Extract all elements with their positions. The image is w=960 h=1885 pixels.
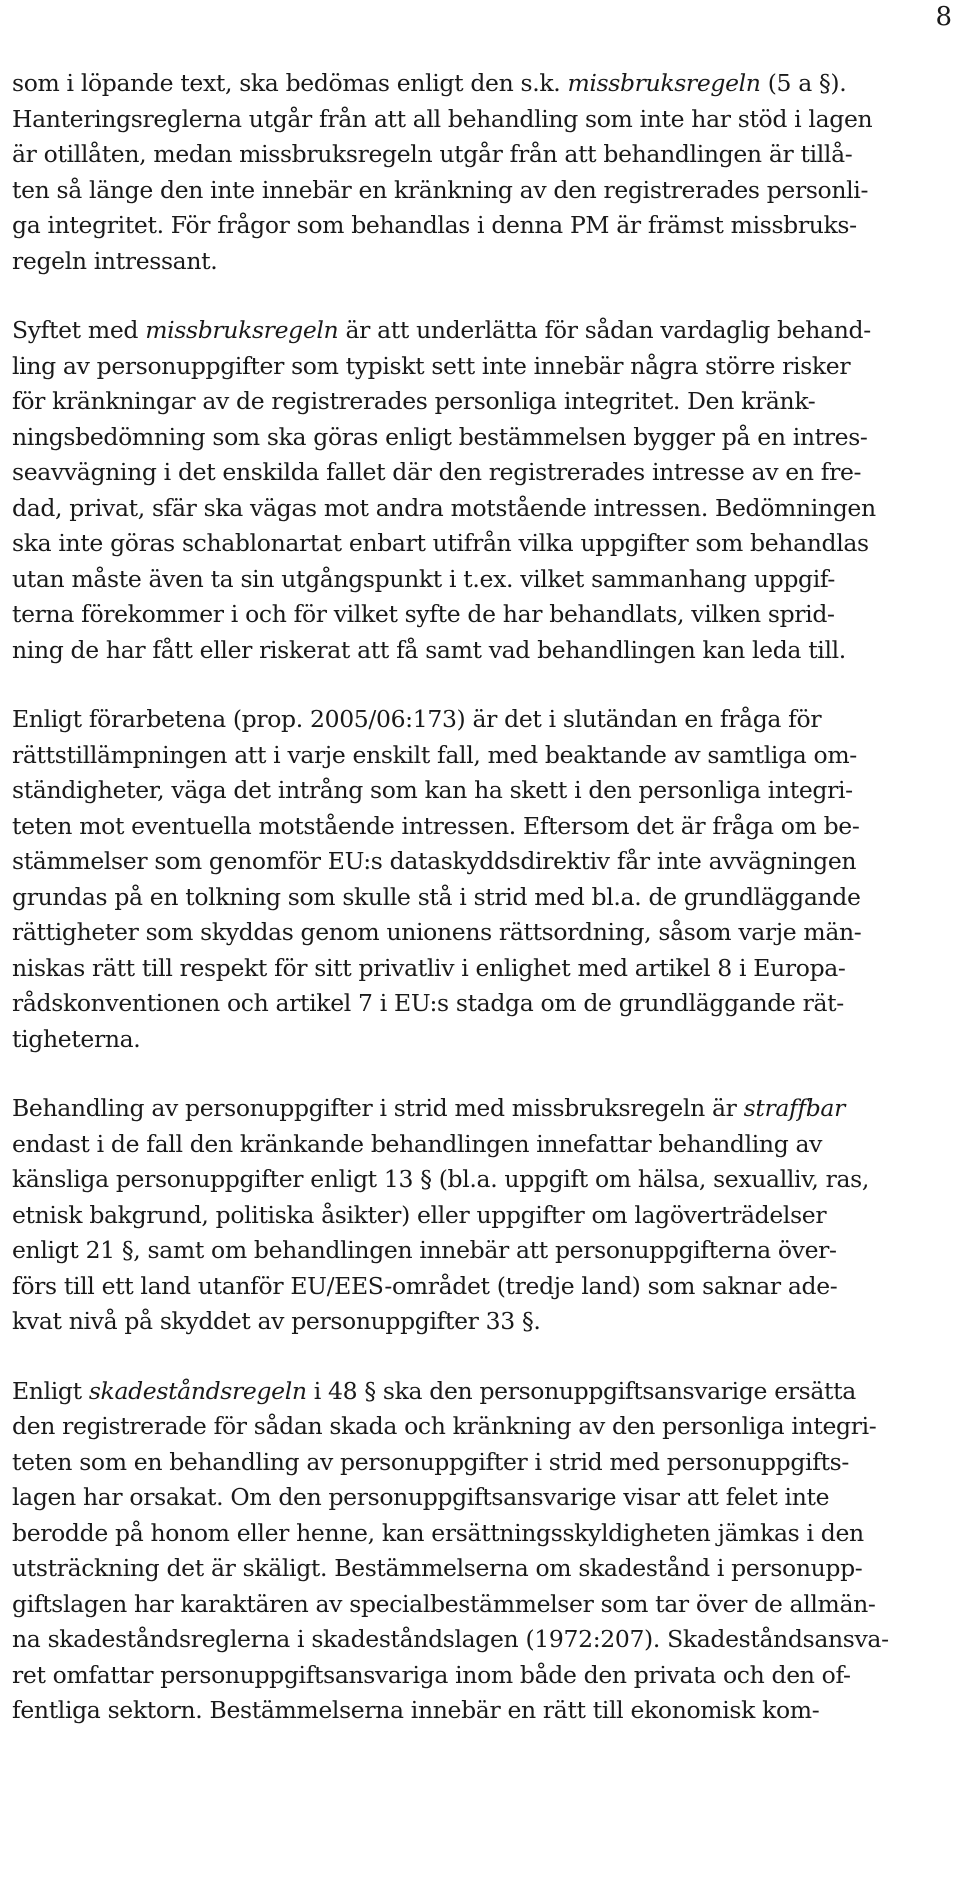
- text-run: ling av personuppgifter som typiskt sett inte innebär några större risker: [12, 351, 851, 380]
- text-run: är att underlätta för sådan vardaglig behand-: [338, 316, 871, 344]
- paragraph-spacer: [12, 1340, 932, 1374]
- text-run: etnisk bakgrund, politiska åsikter) eller uppgifter om lagöverträdelser: [12, 1200, 827, 1229]
- text-run: förs till ett land utanför EU/EES-området (tredje land) som saknar ade-: [12, 1271, 838, 1300]
- text-line: [12, 1198, 932, 1234]
- text-run: Enligt förarbetena (prop. 2005/06:173) är det i slutändan en fråga för: [12, 705, 822, 733]
- text-run: giftslagen har karaktären av specialbestämmelser som tar över de allmän-: [12, 1589, 876, 1618]
- text-line: [12, 1409, 932, 1445]
- text-line: [12, 1304, 932, 1340]
- text-line: [12, 1658, 932, 1694]
- text-run: rättigheter som skyddas genom unionens rättsordning, såsom varje män-: [12, 918, 862, 946]
- text-line: [12, 102, 932, 138]
- text-run: ten så länge den inte innebär en kränkning av den registrerades personli-: [12, 175, 869, 204]
- text-line: [12, 1480, 932, 1516]
- italic-term: straffbar: [743, 1094, 845, 1122]
- text-line: [12, 313, 932, 349]
- text-line: [12, 1269, 932, 1305]
- text-line: [12, 1445, 932, 1481]
- paragraph-1: [12, 66, 932, 279]
- text-line: [12, 738, 932, 774]
- italic-term: missbruksregeln: [567, 69, 761, 97]
- text-run: regeln intressant.: [12, 246, 218, 275]
- paragraph-spacer: [12, 1057, 932, 1091]
- paragraph-2: [12, 313, 932, 668]
- text-run: lagen har orsakat. Om den personuppgiftsansvarige visar att felet inte: [12, 1483, 830, 1511]
- text-line: [12, 1516, 932, 1552]
- text-run: grundas på en tolkning som skulle stå i strid med bl.a. de grundläggande: [12, 882, 861, 911]
- text-run: för kränkningar av de registrerades personliga integritet. Den kränk-: [12, 387, 816, 415]
- italic-term: skadeståndsregeln: [88, 1376, 307, 1405]
- text-run: i 48 § ska den personuppgiftsansvarige ersätta: [306, 1376, 856, 1405]
- text-run: enligt 21 §, samt om behandlingen innebär att personuppgifterna över-: [12, 1236, 837, 1264]
- text-run: seavvägning i det enskilda fallet där den registrerades intresse av en fre-: [12, 458, 862, 486]
- text-run: teten mot eventuella motstående intressen. Eftersom det är fråga om be-: [12, 811, 860, 840]
- paragraph-3: [12, 702, 932, 1057]
- text-run: ga integritet. För frågor som behandlas i denna PM är främst missbruks-: [12, 211, 857, 239]
- text-line: [12, 880, 932, 916]
- text-line: [12, 1162, 932, 1198]
- text-line: [12, 455, 932, 491]
- text-line: [12, 244, 932, 280]
- italic-term: missbruksregeln: [145, 316, 339, 344]
- text-run: kvat nivå på skyddet av personuppgifter 33 §.: [12, 1307, 541, 1335]
- text-line: [12, 773, 932, 809]
- text-line: [12, 1587, 932, 1623]
- text-line: [12, 1022, 932, 1058]
- text-run: utan måste även ta sin utgångspunkt i t.ex. vilket sammanhang uppgif-: [12, 564, 835, 593]
- text-run: Syftet med: [12, 316, 146, 344]
- text-run: stämmelser som genomför EU:s dataskyddsdirektiv får inte avvägningen: [12, 847, 857, 875]
- text-run: dad, privat, sfär ska vägas mot andra motstående intressen. Bedömningen: [12, 493, 876, 522]
- text-run: tigheterna.: [12, 1024, 141, 1053]
- text-run: är otillåten, medan missbruksregeln utgår från att behandlingen är tillå-: [12, 140, 853, 168]
- text-run: (5 a §).: [760, 69, 847, 97]
- text-line: [12, 1127, 932, 1163]
- text-line: [12, 844, 932, 880]
- text-line: [12, 986, 932, 1022]
- text-line: [12, 1374, 932, 1410]
- text-line: [12, 633, 932, 669]
- text-run: ningsbedömning som ska göras enligt bestämmelsen bygger på en intres-: [12, 422, 868, 451]
- document-body: [12, 66, 932, 1729]
- text-line: [12, 526, 932, 562]
- text-line: [12, 491, 932, 527]
- text-run: terna förekommer i och för vilket syfte de har behandlats, vilken sprid-: [12, 600, 835, 628]
- text-run: ret omfattar personuppgiftsansvariga inom både den privata och den of-: [12, 1660, 851, 1689]
- text-run: utsträckning det är skäligt. Bestämmelserna om skadestånd i personupp-: [12, 1554, 863, 1582]
- text-line: [12, 1551, 932, 1587]
- paragraph-spacer: [12, 279, 932, 313]
- text-line: [12, 1622, 932, 1658]
- text-run: känsliga personuppgifter enligt 13 § (bl.a. uppgift om hälsa, sexualliv, ras,: [12, 1165, 869, 1193]
- text-run: ning de har fått eller riskerat att få samt vad behandlingen kan leda till.: [12, 635, 846, 664]
- paragraph-5: [12, 1374, 932, 1729]
- text-line: [12, 562, 932, 598]
- text-line: [12, 349, 932, 385]
- text-line: [12, 1233, 932, 1269]
- text-run: rättstillämpningen att i varje enskilt fall, med beaktande av samtliga om-: [12, 740, 857, 769]
- text-line: [12, 208, 932, 244]
- text-line: [12, 951, 932, 987]
- text-line: [12, 66, 932, 102]
- text-run: na skadeståndsreglerna i skadeståndslagen (1972:207). Skadeståndsansva-: [12, 1625, 889, 1653]
- text-run: Behandling av personuppgifter i strid med missbruksregeln är: [12, 1094, 744, 1122]
- paragraph-spacer: [12, 668, 932, 702]
- page-number: 8: [935, 2, 952, 32]
- text-run: Enligt: [12, 1376, 89, 1405]
- text-run: ska inte göras schablonartat enbart utifrån vilka uppgifter som behandlas: [12, 529, 869, 557]
- text-line: [12, 384, 932, 420]
- text-run: berodde på honom eller henne, kan ersättningsskyldigheten jämkas i den: [12, 1518, 864, 1547]
- text-run: fentliga sektorn. Bestämmelserna innebär en rätt till ekonomisk kom-: [12, 1696, 820, 1724]
- text-run: den registrerade för sådan skada och kränkning av den personliga integri-: [12, 1412, 877, 1440]
- text-run: rådskonventionen och artikel 7 i EU:s stadga om de grundläggande rät-: [12, 989, 844, 1017]
- text-line: [12, 1693, 932, 1729]
- text-line: [12, 137, 932, 173]
- text-line: [12, 420, 932, 456]
- text-run: ständigheter, väga det intrång som kan ha skett i den personliga integri-: [12, 776, 853, 804]
- text-line: [12, 1091, 932, 1127]
- text-run: niskas rätt till respekt för sitt privatliv i enlighet med artikel 8 i Europa-: [12, 953, 846, 982]
- text-line: [12, 702, 932, 738]
- text-line: [12, 173, 932, 209]
- text-line: [12, 915, 932, 951]
- text-run: endast i de fall den kränkande behandlingen innefattar behandling av: [12, 1129, 823, 1158]
- text-line: [12, 597, 932, 633]
- text-line: [12, 809, 932, 845]
- text-run: teten som en behandling av personuppgifter i strid med personuppgifts-: [12, 1447, 849, 1476]
- text-run: Hanteringsreglerna utgår från att all behandling som inte har stöd i lagen: [12, 104, 873, 133]
- text-run: som i löpande text, ska bedömas enligt den s.k.: [12, 69, 568, 97]
- paragraph-4: [12, 1091, 932, 1340]
